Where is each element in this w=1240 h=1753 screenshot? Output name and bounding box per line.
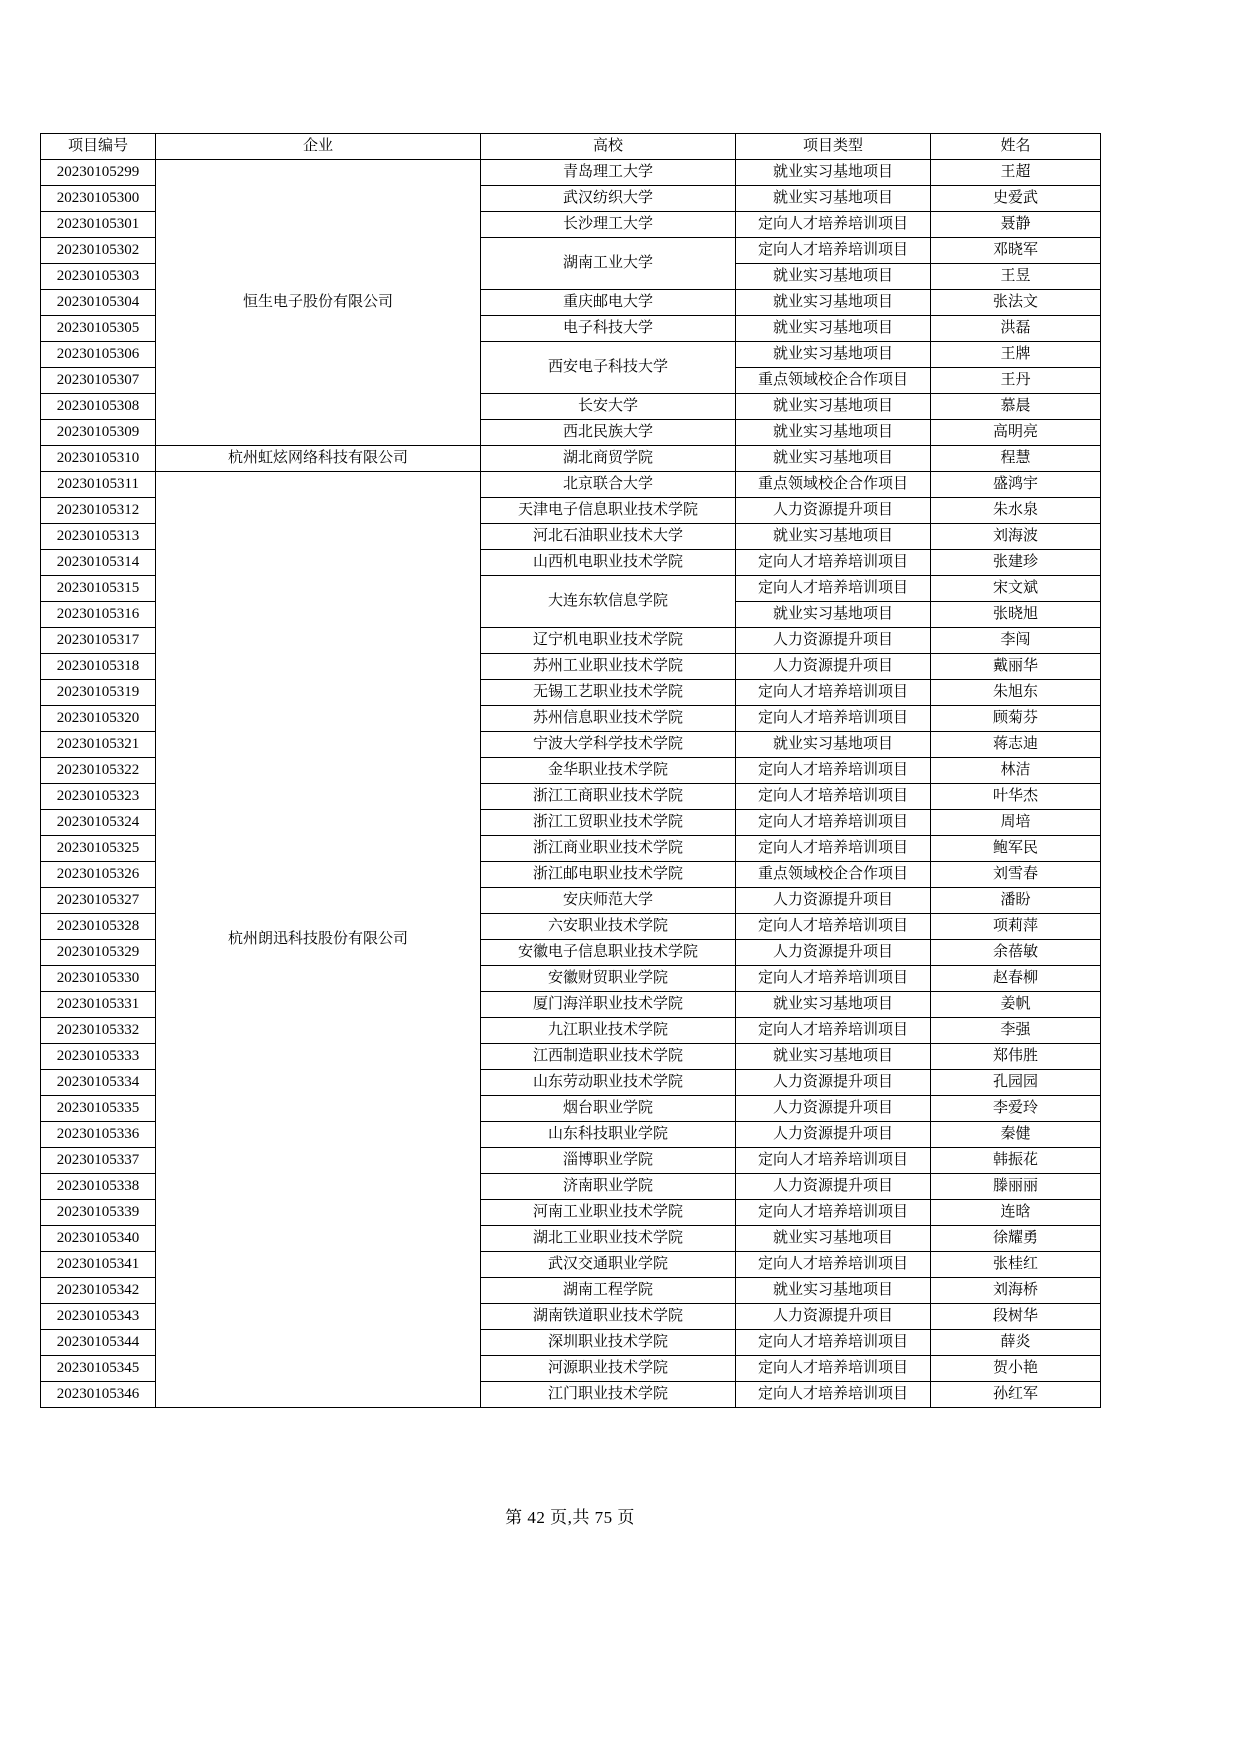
table-body [41,160,1101,1408]
person-name-cell: 李强 [931,1018,1101,1044]
university-cell: 长安大学 [481,394,736,420]
university-cell: 北京联合大学 [481,472,736,498]
university-cell: 安徽财贸职业学院 [481,966,736,992]
column-header: 企业 [156,134,481,160]
project-id-cell: 20230105328 [41,914,156,940]
project-type-cell: 人力资源提升项目 [736,1122,931,1148]
project-id-cell: 20230105305 [41,316,156,342]
person-name-cell: 滕丽丽 [931,1174,1101,1200]
university-cell: 深圳职业技术学院 [481,1330,736,1356]
project-type-cell: 就业实习基地项目 [736,602,931,628]
university-cell: 湖北商贸学院 [481,446,736,472]
person-name-cell: 洪磊 [931,316,1101,342]
project-type-cell: 就业实习基地项目 [736,186,931,212]
project-id-cell: 20230105314 [41,550,156,576]
project-type-cell: 人力资源提升项目 [736,1304,931,1330]
university-cell: 江西制造职业技术学院 [481,1044,736,1070]
project-id-cell: 20230105321 [41,732,156,758]
person-name-cell: 朱水泉 [931,498,1101,524]
project-id-cell: 20230105336 [41,1122,156,1148]
person-name-cell: 刘海波 [931,524,1101,550]
university-cell: 湖南工程学院 [481,1278,736,1304]
project-type-cell: 就业实习基地项目 [736,420,931,446]
project-type-cell: 定向人才培养培训项目 [736,238,931,264]
project-type-cell: 定向人才培养培训项目 [736,810,931,836]
university-cell: 安徽电子信息职业技术学院 [481,940,736,966]
project-id-cell: 20230105304 [41,290,156,316]
university-cell: 浙江工商职业技术学院 [481,784,736,810]
project-id-cell: 20230105319 [41,680,156,706]
person-name-cell: 鲍军民 [931,836,1101,862]
project-type-cell: 人力资源提升项目 [736,628,931,654]
university-cell: 西安电子科技大学 [481,342,736,394]
project-id-cell: 20230105306 [41,342,156,368]
project-id-cell: 20230105335 [41,1096,156,1122]
project-id-cell: 20230105300 [41,186,156,212]
project-type-cell: 重点领域校企合作项目 [736,368,931,394]
project-type-cell: 人力资源提升项目 [736,1070,931,1096]
table-row [41,160,1101,186]
project-type-cell: 定向人才培养培训项目 [736,1382,931,1408]
column-header: 姓名 [931,134,1101,160]
project-id-cell: 20230105313 [41,524,156,550]
project-type-cell: 定向人才培养培训项目 [736,212,931,238]
university-cell: 重庆邮电大学 [481,290,736,316]
project-type-cell: 定向人才培养培训项目 [736,576,931,602]
person-name-cell: 项莉萍 [931,914,1101,940]
project-type-cell: 定向人才培养培训项目 [736,1330,931,1356]
person-name-cell: 蒋志迪 [931,732,1101,758]
project-type-cell: 人力资源提升项目 [736,498,931,524]
project-type-cell: 定向人才培养培训项目 [736,784,931,810]
person-name-cell: 史爱武 [931,186,1101,212]
university-cell: 浙江工贸职业技术学院 [481,810,736,836]
person-name-cell: 孙红军 [931,1382,1101,1408]
person-name-cell: 张法文 [931,290,1101,316]
table-row [41,446,1101,472]
university-cell: 无锡工艺职业技术学院 [481,680,736,706]
university-cell: 武汉交通职业学院 [481,1252,736,1278]
table-header [41,134,1101,160]
project-type-cell: 就业实习基地项目 [736,1278,931,1304]
project-id-cell: 20230105317 [41,628,156,654]
enterprise-cell: 恒生电子股份有限公司 [156,160,481,446]
project-id-cell: 20230105326 [41,862,156,888]
project-id-cell: 20230105331 [41,992,156,1018]
university-cell: 河源职业技术学院 [481,1356,736,1382]
project-id-cell: 20230105339 [41,1200,156,1226]
project-type-cell: 就业实习基地项目 [736,524,931,550]
page-number: 第 42 页,共 75 页 [505,1508,635,1527]
person-name-cell: 秦健 [931,1122,1101,1148]
project-id-cell: 20230105341 [41,1252,156,1278]
university-cell: 淄博职业学院 [481,1148,736,1174]
project-type-cell: 就业实习基地项目 [736,394,931,420]
project-id-cell: 20230105308 [41,394,156,420]
university-cell: 武汉纺织大学 [481,186,736,212]
university-cell: 辽宁机电职业技术学院 [481,628,736,654]
project-id-cell: 20230105316 [41,602,156,628]
project-type-cell: 定向人才培养培训项目 [736,706,931,732]
person-name-cell: 潘盼 [931,888,1101,914]
project-type-cell: 就业实习基地项目 [736,316,931,342]
person-name-cell: 王昱 [931,264,1101,290]
project-type-cell: 定向人才培养培训项目 [736,1200,931,1226]
project-type-cell: 就业实习基地项目 [736,732,931,758]
person-name-cell: 程慧 [931,446,1101,472]
column-header: 项目编号 [41,134,156,160]
person-name-cell: 聂静 [931,212,1101,238]
person-name-cell: 朱旭东 [931,680,1101,706]
person-name-cell: 余蓓敏 [931,940,1101,966]
person-name-cell: 顾菊芬 [931,706,1101,732]
project-id-cell: 20230105307 [41,368,156,394]
person-name-cell: 慕晨 [931,394,1101,420]
person-name-cell: 刘海桥 [931,1278,1101,1304]
university-cell: 湖北工业职业技术学院 [481,1226,736,1252]
project-type-cell: 人力资源提升项目 [736,888,931,914]
project-id-cell: 20230105310 [41,446,156,472]
person-name-cell: 王丹 [931,368,1101,394]
project-id-cell: 20230105312 [41,498,156,524]
person-name-cell: 赵春柳 [931,966,1101,992]
project-type-cell: 定向人才培养培训项目 [736,1148,931,1174]
project-type-cell: 就业实习基地项目 [736,446,931,472]
project-type-cell: 就业实习基地项目 [736,342,931,368]
project-type-cell: 就业实习基地项目 [736,992,931,1018]
project-id-cell: 20230105302 [41,238,156,264]
university-cell: 苏州工业职业技术学院 [481,654,736,680]
project-type-cell: 就业实习基地项目 [736,1044,931,1070]
enterprise-cell: 杭州虹炫网络科技有限公司 [156,446,481,472]
university-cell: 六安职业技术学院 [481,914,736,940]
project-id-cell: 20230105309 [41,420,156,446]
project-id-cell: 20230105344 [41,1330,156,1356]
project-id-cell: 20230105333 [41,1044,156,1070]
project-type-cell: 定向人才培养培训项目 [736,836,931,862]
project-type-cell: 人力资源提升项目 [736,1096,931,1122]
person-name-cell: 段树华 [931,1304,1101,1330]
project-type-cell: 重点领域校企合作项目 [736,472,931,498]
project-id-cell: 20230105342 [41,1278,156,1304]
person-name-cell: 宋文斌 [931,576,1101,602]
university-cell: 浙江邮电职业技术学院 [481,862,736,888]
project-type-cell: 定向人才培养培训项目 [736,1356,931,1382]
person-name-cell: 姜帆 [931,992,1101,1018]
project-id-cell: 20230105334 [41,1070,156,1096]
university-cell: 苏州信息职业技术学院 [481,706,736,732]
person-name-cell: 高明亮 [931,420,1101,446]
university-cell: 湖南工业大学 [481,238,736,290]
project-type-cell: 定向人才培养培训项目 [736,1018,931,1044]
project-id-cell: 20230105311 [41,472,156,498]
university-cell: 九江职业技术学院 [481,1018,736,1044]
project-id-cell: 20230105338 [41,1174,156,1200]
person-name-cell: 韩振花 [931,1148,1101,1174]
project-id-cell: 20230105322 [41,758,156,784]
university-cell: 天津电子信息职业技术学院 [481,498,736,524]
person-name-cell: 王超 [931,160,1101,186]
person-name-cell: 刘雪春 [931,862,1101,888]
project-id-cell: 20230105340 [41,1226,156,1252]
person-name-cell: 叶华杰 [931,784,1101,810]
project-id-cell: 20230105332 [41,1018,156,1044]
person-name-cell: 盛鸿宇 [931,472,1101,498]
project-id-cell: 20230105345 [41,1356,156,1382]
university-cell: 电子科技大学 [481,316,736,342]
person-name-cell: 李爱玲 [931,1096,1101,1122]
project-id-cell: 20230105315 [41,576,156,602]
project-id-cell: 20230105303 [41,264,156,290]
project-id-cell: 20230105318 [41,654,156,680]
university-cell: 江门职业技术学院 [481,1382,736,1408]
project-type-cell: 就业实习基地项目 [736,264,931,290]
person-name-cell: 薛炎 [931,1330,1101,1356]
university-cell: 山东科技职业学院 [481,1122,736,1148]
person-name-cell: 周培 [931,810,1101,836]
university-cell: 大连东软信息学院 [481,576,736,628]
university-cell: 宁波大学科学技术学院 [481,732,736,758]
person-name-cell: 贺小艳 [931,1356,1101,1382]
project-id-cell: 20230105330 [41,966,156,992]
project-type-cell: 定向人才培养培训项目 [736,966,931,992]
project-id-cell: 20230105325 [41,836,156,862]
person-name-cell: 邓晓军 [931,238,1101,264]
project-id-cell: 20230105323 [41,784,156,810]
person-name-cell: 李闯 [931,628,1101,654]
university-cell: 长沙理工大学 [481,212,736,238]
column-header: 项目类型 [736,134,931,160]
table-row [41,472,1101,498]
university-cell: 浙江商业职业技术学院 [481,836,736,862]
project-type-cell: 定向人才培养培训项目 [736,1252,931,1278]
project-type-cell: 就业实习基地项目 [736,1226,931,1252]
person-name-cell: 王牌 [931,342,1101,368]
person-name-cell: 戴丽华 [931,654,1101,680]
project-id-cell: 20230105329 [41,940,156,966]
person-name-cell: 郑伟胜 [931,1044,1101,1070]
project-type-cell: 人力资源提升项目 [736,940,931,966]
university-cell: 金华职业技术学院 [481,758,736,784]
project-type-cell: 就业实习基地项目 [736,160,931,186]
person-name-cell: 张桂红 [931,1252,1101,1278]
project-id-cell: 20230105346 [41,1382,156,1408]
person-name-cell: 徐耀勇 [931,1226,1101,1252]
project-id-cell: 20230105324 [41,810,156,836]
project-type-cell: 重点领域校企合作项目 [736,862,931,888]
person-name-cell: 孔园园 [931,1070,1101,1096]
person-name-cell: 连晗 [931,1200,1101,1226]
project-id-cell: 20230105343 [41,1304,156,1330]
university-cell: 湖南铁道职业技术学院 [481,1304,736,1330]
university-cell: 安庆师范大学 [481,888,736,914]
project-type-cell: 就业实习基地项目 [736,290,931,316]
project-id-cell: 20230105299 [41,160,156,186]
project-type-cell: 定向人才培养培训项目 [736,914,931,940]
university-cell: 厦门海洋职业技术学院 [481,992,736,1018]
table-header-row [41,134,1101,160]
project-type-cell: 定向人才培养培训项目 [736,680,931,706]
person-name-cell: 张晓旭 [931,602,1101,628]
project-type-cell: 定向人才培养培训项目 [736,550,931,576]
university-cell: 山西机电职业技术学院 [481,550,736,576]
university-cell: 烟台职业学院 [481,1096,736,1122]
person-name-cell: 林洁 [931,758,1101,784]
university-cell: 西北民族大学 [481,420,736,446]
project-type-cell: 定向人才培养培训项目 [736,758,931,784]
enterprise-cell: 杭州朗迅科技股份有限公司 [156,472,481,1408]
project-id-cell: 20230105301 [41,212,156,238]
projects-table [40,133,1101,1408]
project-id-cell: 20230105320 [41,706,156,732]
project-id-cell: 20230105327 [41,888,156,914]
university-cell: 山东劳动职业技术学院 [481,1070,736,1096]
project-id-cell: 20230105337 [41,1148,156,1174]
project-type-cell: 人力资源提升项目 [736,1174,931,1200]
university-cell: 河北石油职业技术大学 [481,524,736,550]
university-cell: 河南工业职业技术学院 [481,1200,736,1226]
column-header: 高校 [481,134,736,160]
person-name-cell: 张建珍 [931,550,1101,576]
university-cell: 青岛理工大学 [481,160,736,186]
university-cell: 济南职业学院 [481,1174,736,1200]
project-type-cell: 人力资源提升项目 [736,654,931,680]
